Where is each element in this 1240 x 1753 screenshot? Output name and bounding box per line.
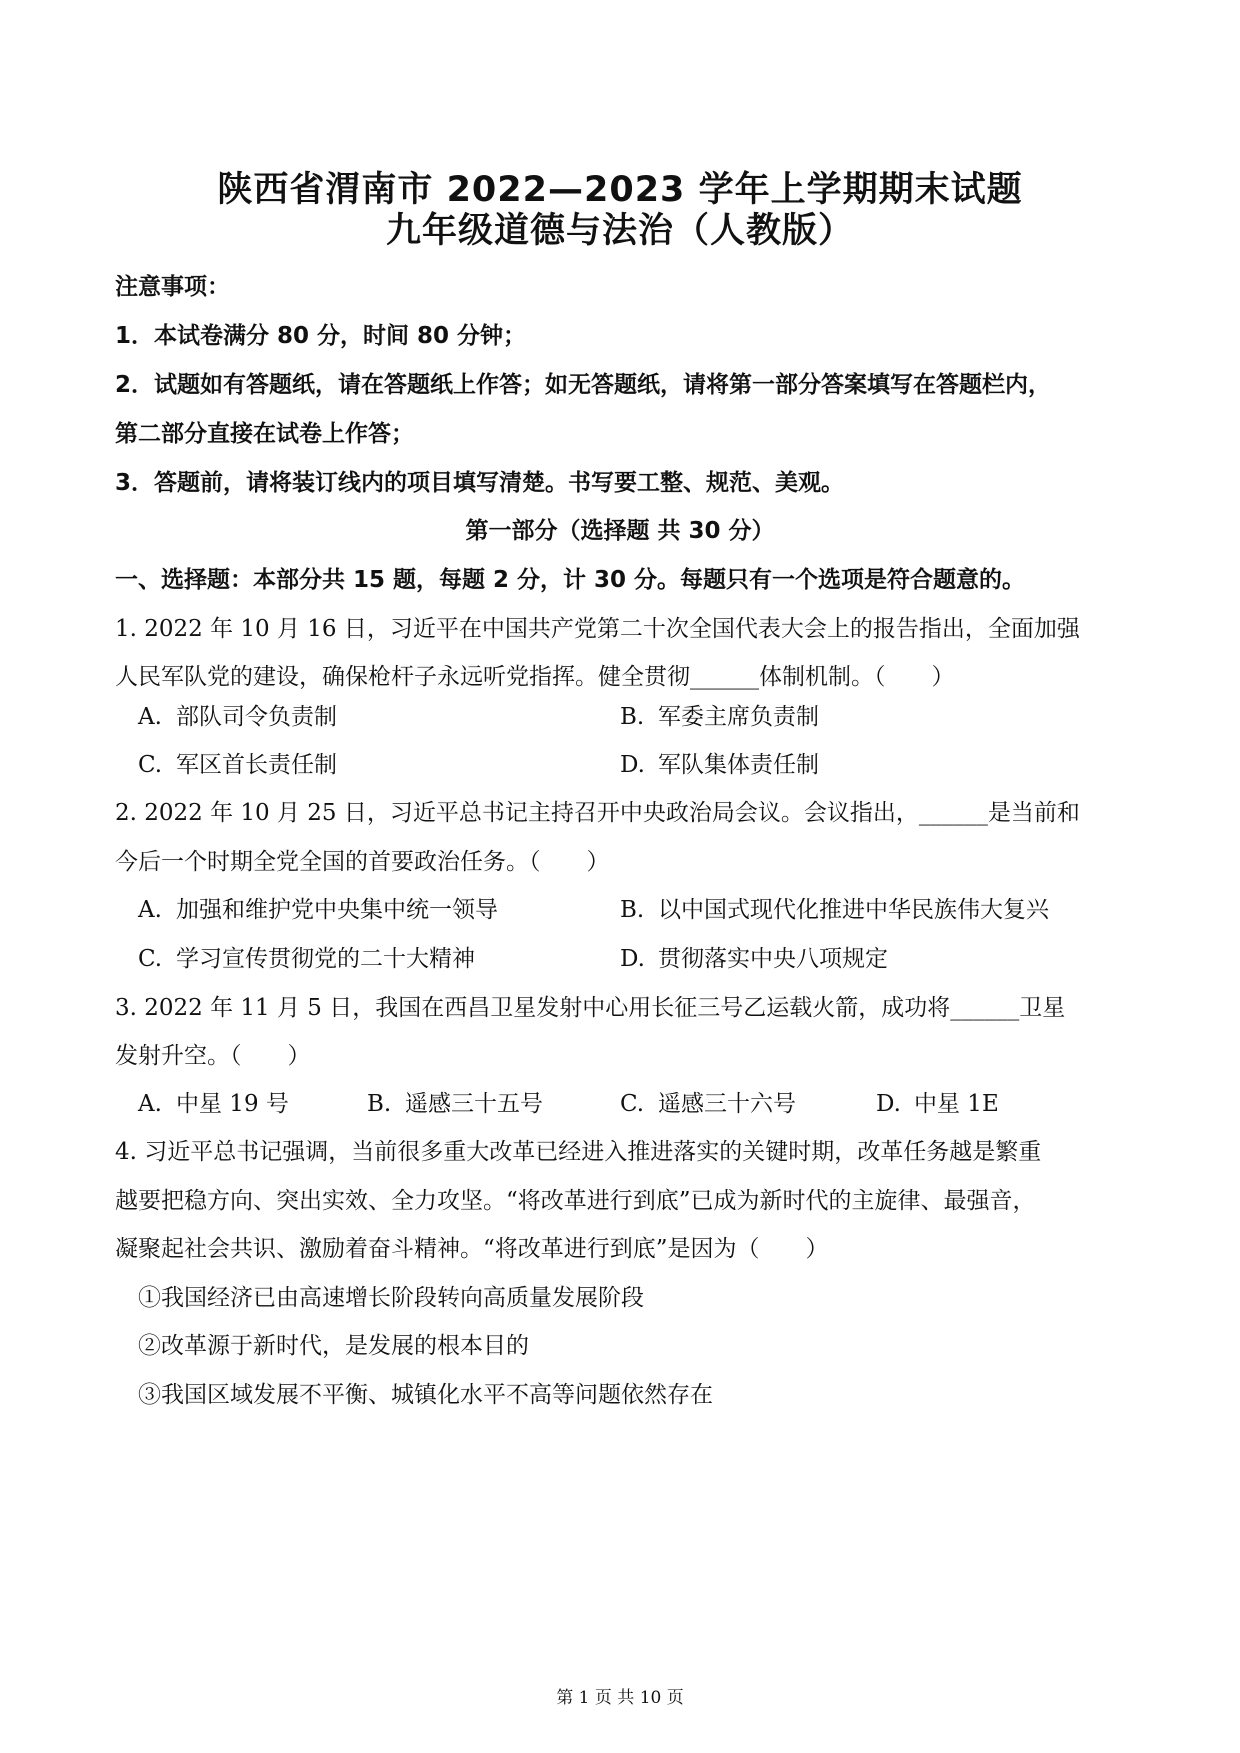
q2-option-b-letter: B. bbox=[620, 897, 645, 923]
q4-stem-line1: 4. 习近平总书记强调，当前很多重大改革已经进入推进落实的关键时期，改革任务越是繁重 bbox=[115, 1139, 1042, 1165]
q1-option-b-text: 军委主席负责制 bbox=[658, 704, 819, 730]
notes-heading: 注意事项： bbox=[115, 274, 230, 300]
q4-stem-line2: 越要把稳方向、突出实效、全力攻坚。“将改革进行到底”已成为新时代的主旋律、最强音， bbox=[115, 1188, 1036, 1214]
notes-item-2-line1: 2．试题如有答题纸，请在答题纸上作答；如无答题纸，请将第一部分答案填写在答题栏内， bbox=[115, 372, 1052, 398]
q3-stem-line2: 发射升空。（ ） bbox=[115, 1043, 311, 1069]
q1-option-c-letter: C. bbox=[138, 752, 163, 778]
q4-statement-3: ③我国区域发展不平衡、城镇化水平不高等问题依然存在 bbox=[138, 1382, 713, 1408]
q3-option-b-text: 遥感三十五号 bbox=[405, 1091, 543, 1117]
q1-option-a-text: 部队司令负责制 bbox=[176, 704, 337, 730]
q2-option-d-letter: D. bbox=[620, 946, 645, 972]
q4-statement-1: ①我国经济已由高速增长阶段转向高质量发展阶段 bbox=[138, 1285, 644, 1311]
q3-option-d-letter: D. bbox=[876, 1091, 901, 1117]
exam-title-line1: 陕西省渭南市 2022—2023 学年上学期期末试题 bbox=[217, 170, 1023, 210]
q2-stem-line2: 今后一个时期全党全国的首要政治任务。（ ） bbox=[115, 849, 610, 875]
q2-option-a-text: 加强和维护党中央集中统一领导 bbox=[176, 897, 498, 923]
q2-option-c bbox=[138, 940, 475, 973]
q2-option-c-text: 学习宣传贯彻党的二十大精神 bbox=[176, 946, 475, 972]
q1-option-c bbox=[138, 746, 337, 779]
q3-option-a-letter: A. bbox=[138, 1091, 162, 1117]
q2-option-b bbox=[620, 891, 1049, 924]
q3-option-b bbox=[367, 1085, 543, 1118]
q4-stem-line3: 凝聚起社会共识、激励着奋斗精神。“将改革进行到底”是因为（ ） bbox=[115, 1236, 829, 1262]
q1-option-d-text: 军队集体责任制 bbox=[658, 752, 819, 778]
notes-item-1: 1．本试卷满分 80 分，时间 80 分钟； bbox=[115, 323, 527, 349]
notes-item-3: 3．答题前，请将装订线内的项目填写清楚。书写要工整、规范、美观。 bbox=[115, 470, 845, 496]
q1-option-b-letter: B. bbox=[620, 704, 645, 730]
q2-option-a bbox=[138, 891, 498, 924]
q3-option-d bbox=[876, 1085, 999, 1118]
q1-option-c-text: 军区首长责任制 bbox=[176, 752, 337, 778]
notes-item-2-line2: 第二部分直接在试卷上作答； bbox=[115, 421, 414, 447]
part1-instruction: 一、选择题：本部分共 15 题，每题 2 分，计 30 分。每题只有一个选项是符合题意的。 bbox=[115, 567, 1026, 593]
q1-option-a-letter: A. bbox=[138, 704, 162, 730]
q1-option-d bbox=[620, 746, 819, 779]
q1-option-d-letter: D. bbox=[620, 752, 645, 778]
q3-option-c-text: 遥感三十六号 bbox=[658, 1091, 796, 1117]
exam-title-line2: 九年级道德与法治（人教版） bbox=[385, 211, 854, 251]
q1-stem-line1: 1. 2022 年 10 月 16 日，习近平在中国共产党第二十次全国代表大会上的报告指出，全面加强 bbox=[115, 616, 1080, 642]
q3-option-a-text: 中星 19 号 bbox=[176, 1091, 289, 1117]
q2-option-c-letter: C. bbox=[138, 946, 163, 972]
q3-option-c bbox=[620, 1085, 796, 1118]
q2-option-a-letter: A. bbox=[138, 897, 162, 923]
q3-option-b-letter: B. bbox=[367, 1091, 392, 1117]
page-number: 第 1 页 共 10 页 bbox=[556, 1688, 684, 1708]
q2-option-b-text: 以中国式现代化推进中华民族伟大复兴 bbox=[658, 897, 1049, 923]
q3-option-d-text: 中星 1E bbox=[914, 1091, 999, 1117]
q1-stem-line2: 人民军队党的建设，确保枪杆子永远听党指挥。健全贯彻______体制机制。（ ） bbox=[115, 664, 955, 690]
q3-option-c-letter: C. bbox=[620, 1091, 645, 1117]
q2-option-d-text: 贯彻落实中央八项规定 bbox=[658, 946, 888, 972]
q1-option-a bbox=[138, 698, 337, 731]
q4-statement-2: ②改革源于新时代，是发展的根本目的 bbox=[138, 1333, 529, 1359]
part1-heading: 第一部分（选择题 共 30 分） bbox=[465, 518, 775, 544]
q2-stem-line1: 2. 2022 年 10 月 25 日，习近平总书记主持召开中央政治局会议。会议指出，______是当前和 bbox=[115, 800, 1080, 826]
q1-option-b bbox=[620, 698, 819, 731]
q3-option-a bbox=[138, 1085, 289, 1118]
q3-stem-line1: 3. 2022 年 11 月 5 日，我国在西昌卫星发射中心用长征三号乙运载火箭，成功将______卫星 bbox=[115, 995, 1066, 1021]
q2-option-d bbox=[620, 940, 888, 973]
